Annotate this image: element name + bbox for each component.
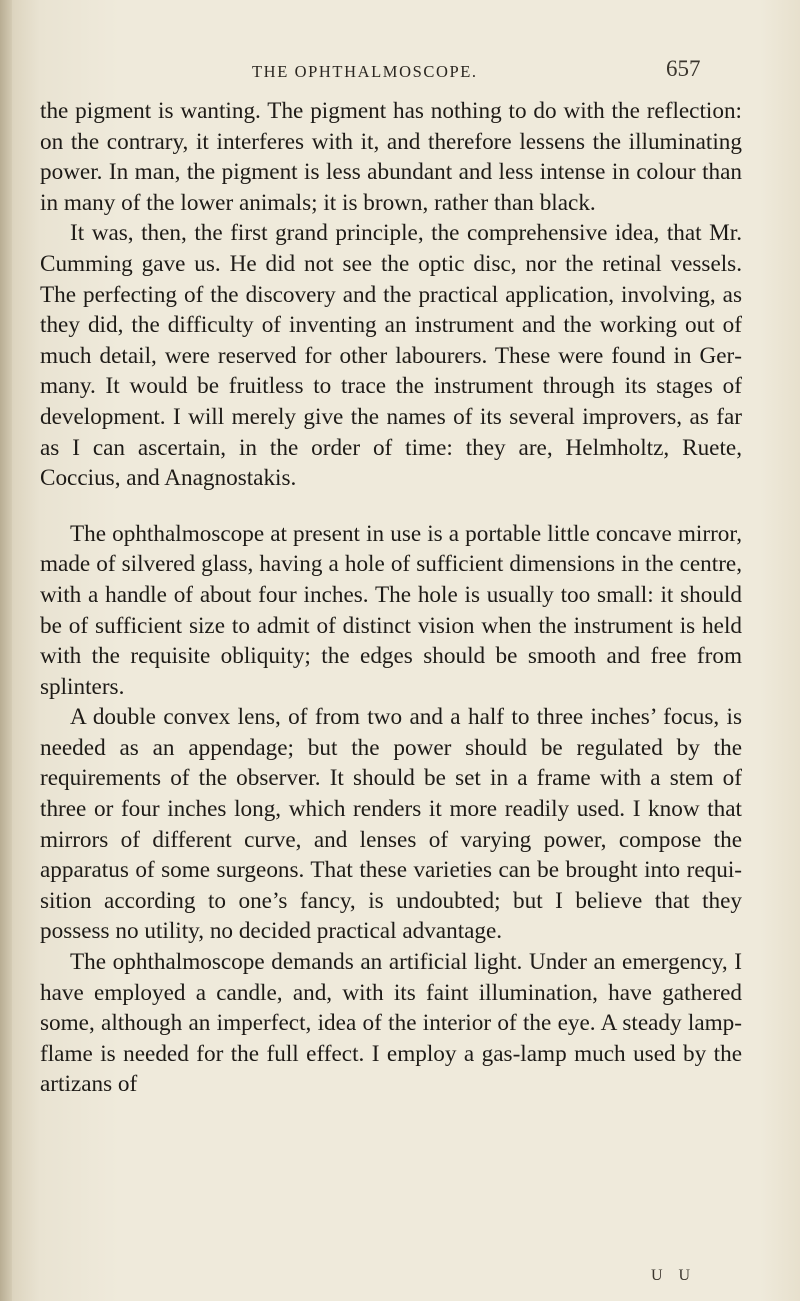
body-text [40,96,742,1100]
paragraph-pigment: the pigment is wanting. The pigment has nothing to do with the reflection: on the contrary, it interferes with it, and therefore lessens the illuminating power. In man, the pigment is less abundant and less intense in colour than in many of the lower animals; it is brown, rather than black. [40,98,742,216]
paragraph-mirror: The ophthalmoscope at present in use is a portable little concave mirror, made of silvered glass, having a hole of sufficient dimensions in the centre, with a handle of about four inches. The hole is usually too small: it should be of sufficient size to admit of distinct vision when the instrument is held with the requisite obliquity; the edges should be smooth and free from splinters. [40,520,742,700]
page-binding-edge [0,0,12,1301]
page-header [0,56,800,86]
paragraph-lens: A double convex lens, of from two and a half to three inches’ focus, is needed as an appendage; but the power should be regulated by the requirements of the observer. It should be set in a frame with a stem of three or four inches long, which renders it more readily used. I know that mirrors of different curve, and lenses of varying power, compose the apparatus of some surgeons. That these varieties can be brought into requisition according to one’s fancy, is undoubted; but I believe that they possess no utility, no decided practical advantage. [40,704,742,945]
paragraph-cumming: It was, then, the first grand principle, the comprehensive idea, that Mr. Cumming gave us. He did not see the optic disc, nor the retinal vessels. The perfecting of the discovery and the practical application, involving, as they did, the difficulty of inventing an instrument and the working out of much detail, were reserved for other labourers. These were found in Germany. It would be fruitless to trace the instrument through its stages of development. I will merely give the names of its several improvers, as far as I can ascertain, in the order of time: they are, Helmholtz, Ruete, Coccius, and Anagnostakis. [40,220,742,492]
running-head: THE OPHTHALMOSCOPE. [252,62,478,81]
page-number: 657 [666,56,701,81]
paragraph-light: The ophthalmoscope demands an artificial light. Under an emergency, I have employed a candle, and, with its faint illumination, have gathered some, although an imperfect, idea of the interior of the eye. A steady lamp-flame is needed for the full effect. I employ a gas-lamp much used by the artizans of [40,949,742,1098]
signature-mark: U U [651,1267,697,1284]
